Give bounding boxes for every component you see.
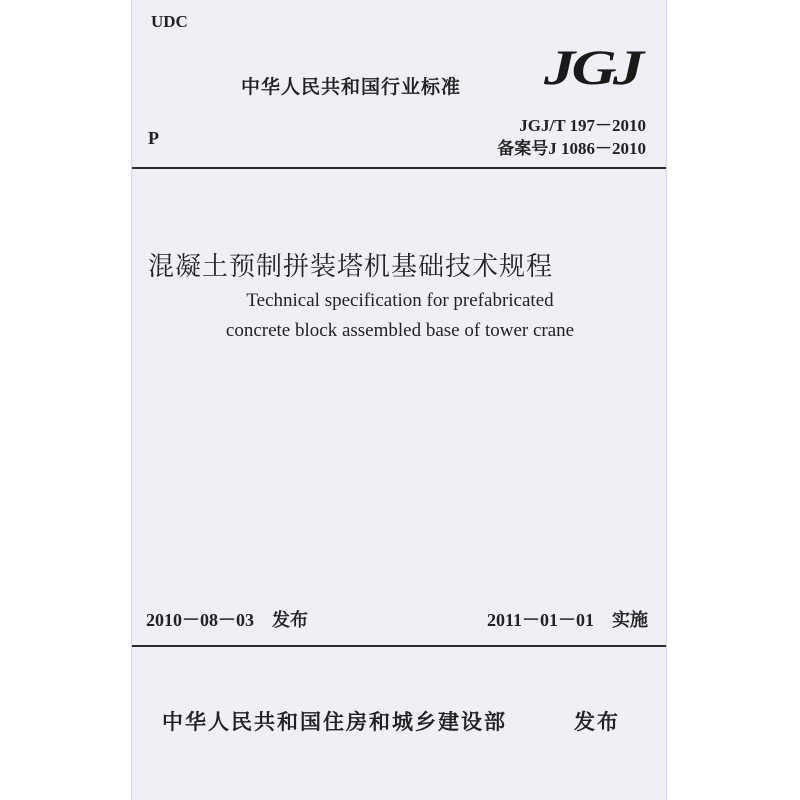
udc-label: UDC bbox=[151, 12, 188, 31]
implementation-date: 2011－01－01 实施 bbox=[486, 610, 648, 630]
bottom-divider bbox=[132, 645, 666, 647]
title-chinese: 混凝土预制拼装塔机基础技术规程 bbox=[148, 252, 554, 281]
title-english-line2: concrete block assembled base of tower crane bbox=[225, 320, 575, 341]
classification-label: P bbox=[148, 128, 159, 148]
issuing-ministry: 中华人民共和国住房和城乡建设部 bbox=[162, 710, 507, 734]
publish-label: 发布 bbox=[574, 710, 620, 734]
top-divider bbox=[132, 167, 666, 169]
record-number: 备案号J 1086－2010 bbox=[497, 139, 646, 158]
industry-standard-heading: 中华人民共和国行业标准 bbox=[241, 76, 462, 98]
standard-code: JGJ/T 197－2010 bbox=[519, 116, 646, 135]
title-english-line1: Technical specification for prefabricated bbox=[246, 290, 554, 311]
issue-date: 2010－08－03 发布 bbox=[146, 610, 308, 630]
standard-cover bbox=[131, 0, 667, 800]
jgj-logo: JGJ bbox=[544, 39, 641, 95]
